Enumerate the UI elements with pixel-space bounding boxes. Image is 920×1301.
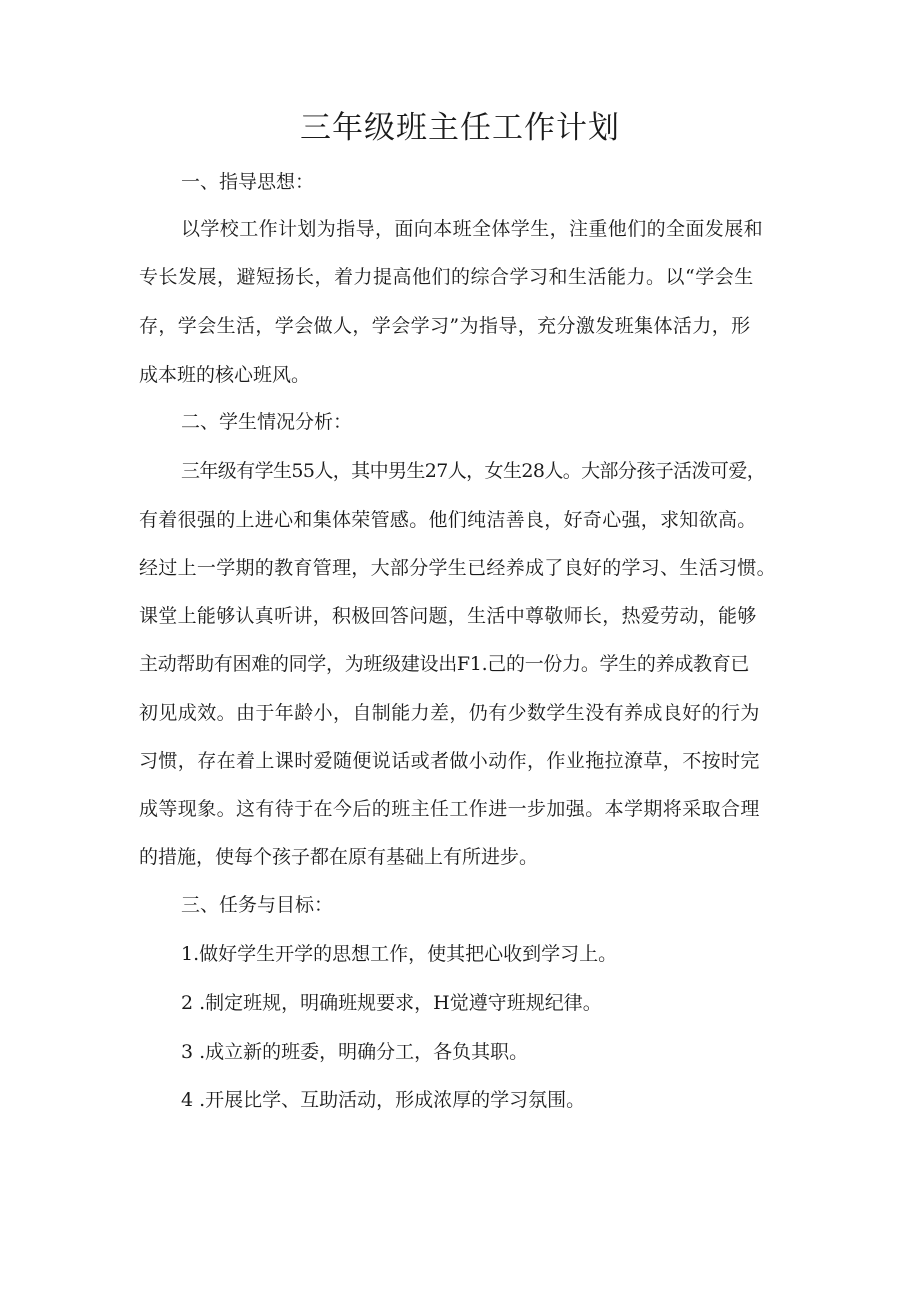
paragraph-line: 以学校工作计划为指导，面向本班全体学生，注重他们的全面发展和 — [181, 218, 764, 240]
paragraph-line: 课堂上能够认真听讲，积极回答问题，生活中尊敬师长，热爱劳动，能够 — [139, 605, 757, 627]
section-heading: 一、指导思想： — [181, 171, 315, 193]
document-title: 三年级班主任工作计划 — [300, 110, 620, 146]
paragraph-line: 的措施，使每个孩子都在原有基础上有所进步。 — [139, 846, 539, 868]
paragraph-line: 存，学会生活，学会做人，学会学习”为指导，充分激发班集体活力，形 — [139, 315, 751, 337]
paragraph-line: 成本班的核心班风。 — [139, 364, 311, 386]
section-heading: 二、学生情况分析： — [181, 411, 353, 433]
section-heading: 三、任务与目标： — [181, 894, 334, 916]
paragraph-line: 初见成效。由于年龄小，自制能力差，仍有少数学生没有养成良好的行为 — [139, 702, 760, 724]
paragraph-line: 成等现象。这有待于在今后的班主任工作进一步加强。本学期将采取合理 — [139, 798, 760, 820]
list-item: 4 .开展比学、互助活动，形成浓厚的学习氛围。 — [181, 1089, 586, 1111]
paragraph-line: 有着很强的上进心和集体荣管感。他们纯洁善良，好奇心强，求知欲高。 — [139, 509, 757, 531]
list-item: 1.做好学生开学的思想工作，使其把心收到学习上。 — [181, 943, 618, 965]
list-item: 3 .成立新的班委，明确分工，各负其职。 — [181, 1041, 529, 1063]
paragraph-line: 经过上一学期的教育管理，大部分学生已经养成了良好的学习、生活习惯。 — [139, 557, 776, 579]
list-item: 2 .制定班规，明确班规要求，H觉遵守班规纪律。 — [181, 992, 602, 1014]
paragraph-line: 专长发展，避短扬长，着力提高他们的综合学习和生活能力。以“学会生 — [139, 266, 754, 288]
paragraph-line: 三年级有学生55人，其中男生27人，女生28人。大部分孩子活泼可爱， — [181, 460, 766, 482]
paragraph-line: 主动帮助有困难的同学，为班级建设出F1.己的一份力。学生的养成教育已 — [139, 653, 750, 675]
paragraph-line: 习惯，存在着上课时爱随便说话或者做小动作，作业拖拉潦草，不按时完 — [139, 750, 760, 772]
